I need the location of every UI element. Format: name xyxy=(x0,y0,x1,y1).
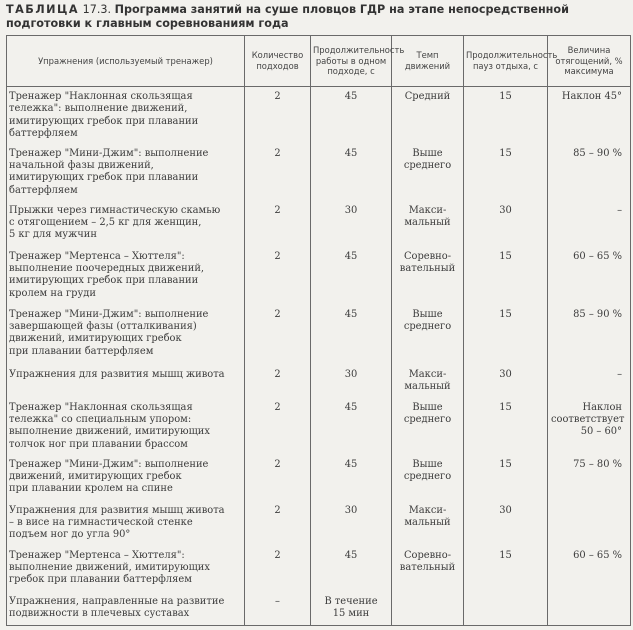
cell-tempo xyxy=(392,592,464,626)
cell-sets: 2 xyxy=(245,501,311,546)
cell-sets: 2 xyxy=(245,365,311,398)
table-caption xyxy=(6,3,626,31)
cell-weight: Наклон соответствует 50 – 60° xyxy=(548,398,631,455)
cell-rest: 15 xyxy=(464,247,548,305)
cell-weight: 60 – 65 % xyxy=(548,247,631,305)
cell-tempo: Выше среднего xyxy=(392,398,464,455)
cell-exercise: Тренажер "Мини-Джим": выполнение начальной фазы движений, имитирующих гребок при плавании баттерфляем xyxy=(7,144,245,201)
cell-duration: 45 xyxy=(311,455,392,501)
table-row xyxy=(7,365,631,398)
cell-duration: 45 xyxy=(311,398,392,455)
cell-duration: 30 xyxy=(311,201,392,247)
table-row xyxy=(7,201,631,247)
cell-sets: 2 xyxy=(245,398,311,455)
caption-title: Программа занятий на суше пловцов ГДР на этапе непосредственной подготовки к главным соревнованиям года xyxy=(6,3,569,30)
cell-exercise: Упражнения, направленные на развитие подвижности в плечевых суставах xyxy=(7,592,245,626)
cell-exercise: Тренажер "Мертенса – Хюттеля": выполнение движений, имитирующих гребок при плавании баттерфляем xyxy=(7,546,245,592)
cell-weight: 85 – 90 % xyxy=(548,144,631,201)
training-program-table xyxy=(6,35,631,626)
cell-sets: 2 xyxy=(245,305,311,365)
cell-rest: 15 xyxy=(464,87,548,144)
cell-sets: 2 xyxy=(245,247,311,305)
table-row xyxy=(7,398,631,455)
cell-rest: 15 xyxy=(464,546,548,592)
cell-sets: 2 xyxy=(245,144,311,201)
table-row xyxy=(7,592,631,626)
cell-tempo: Средний xyxy=(392,87,464,144)
cell-duration: В течение 15 мин xyxy=(311,592,392,626)
cell-weight: 60 – 65 % xyxy=(548,546,631,592)
cell-sets: 2 xyxy=(245,87,311,144)
cell-sets: – xyxy=(245,592,311,626)
cell-rest: 15 xyxy=(464,398,548,455)
table-row xyxy=(7,247,631,305)
table-row xyxy=(7,455,631,501)
cell-duration: 45 xyxy=(311,546,392,592)
caption-label: ТАБЛИЦА xyxy=(6,3,80,16)
cell-weight: – xyxy=(548,201,631,247)
cell-exercise: Упражнения для развития мышц живота – в висе на гимнастической стенке подъем ног до угла 90° xyxy=(7,501,245,546)
cell-exercise: Тренажер "Мини-Джим": выполнение движений, имитирующих гребок при плавании кролем на спине xyxy=(7,455,245,501)
cell-duration: 45 xyxy=(311,87,392,144)
cell-rest: 15 xyxy=(464,144,548,201)
column-header-tempo: Темп движений xyxy=(392,36,464,87)
cell-tempo: Выше среднего xyxy=(392,455,464,501)
cell-duration: 45 xyxy=(311,144,392,201)
table-row xyxy=(7,87,631,144)
column-header-rest: Продолжительность пауз отдыха, с xyxy=(464,36,548,87)
column-header-weight: Величина отягощений, % максимума xyxy=(548,36,631,87)
cell-exercise: Тренажер "Наклонная скользящая тележка" со специальным упором: выполнение движений, имитирующих толчок ног при плавании брассом xyxy=(7,398,245,455)
cell-rest: 15 xyxy=(464,455,548,501)
cell-weight: 75 – 80 % xyxy=(548,455,631,501)
cell-tempo: Выше среднего xyxy=(392,144,464,201)
cell-weight: 85 – 90 % xyxy=(548,305,631,365)
cell-exercise: Упражнения для развития мышц живота xyxy=(7,365,245,398)
cell-exercise: Тренажер "Мертенса – Хюттеля": выполнение поочередных движений, имитирующих гребок при плавании кролем на груди xyxy=(7,247,245,305)
cell-exercise: Тренажер "Мини-Джим": выполнение завершающей фазы (отталкивания) движений, имитирующих гребок при плавании баттерфляем xyxy=(7,305,245,365)
cell-duration: 45 xyxy=(311,305,392,365)
cell-rest xyxy=(464,592,548,626)
table-header-row xyxy=(7,36,631,87)
cell-tempo: Выше среднего xyxy=(392,305,464,365)
caption-number: 17.3. xyxy=(82,3,112,16)
column-header-duration: Продолжительность работы в одном подходе, с xyxy=(311,36,392,87)
cell-tempo: Макси- мальный xyxy=(392,201,464,247)
cell-tempo: Макси- мальный xyxy=(392,365,464,398)
cell-tempo: Соревно- вательный xyxy=(392,247,464,305)
cell-sets: 2 xyxy=(245,546,311,592)
column-header-sets: Количество подходов xyxy=(245,36,311,87)
cell-weight xyxy=(548,501,631,546)
cell-tempo: Макси- мальный xyxy=(392,501,464,546)
cell-weight: – xyxy=(548,365,631,398)
table-row xyxy=(7,546,631,592)
cell-weight xyxy=(548,592,631,626)
cell-duration: 30 xyxy=(311,365,392,398)
column-header-exercise: Упражнения (используемый тренажер) xyxy=(7,36,245,87)
table-row xyxy=(7,501,631,546)
cell-rest: 15 xyxy=(464,305,548,365)
cell-exercise: Прыжки через гимнастическую скамью с отягощением – 2,5 кг для женщин, 5 кг для мужчин xyxy=(7,201,245,247)
cell-exercise: Тренажер "Наклонная скользящая тележка": выполнение движений, имитирующих гребок при плавании баттерфляем xyxy=(7,87,245,144)
cell-sets: 2 xyxy=(245,201,311,247)
cell-rest: 30 xyxy=(464,501,548,546)
table-row xyxy=(7,305,631,365)
cell-rest: 30 xyxy=(464,365,548,398)
cell-duration: 30 xyxy=(311,501,392,546)
table-row xyxy=(7,144,631,201)
cell-sets: 2 xyxy=(245,455,311,501)
cell-duration: 45 xyxy=(311,247,392,305)
cell-tempo: Соревно- вательный xyxy=(392,546,464,592)
cell-weight: Наклон 45° xyxy=(548,87,631,144)
cell-rest: 30 xyxy=(464,201,548,247)
